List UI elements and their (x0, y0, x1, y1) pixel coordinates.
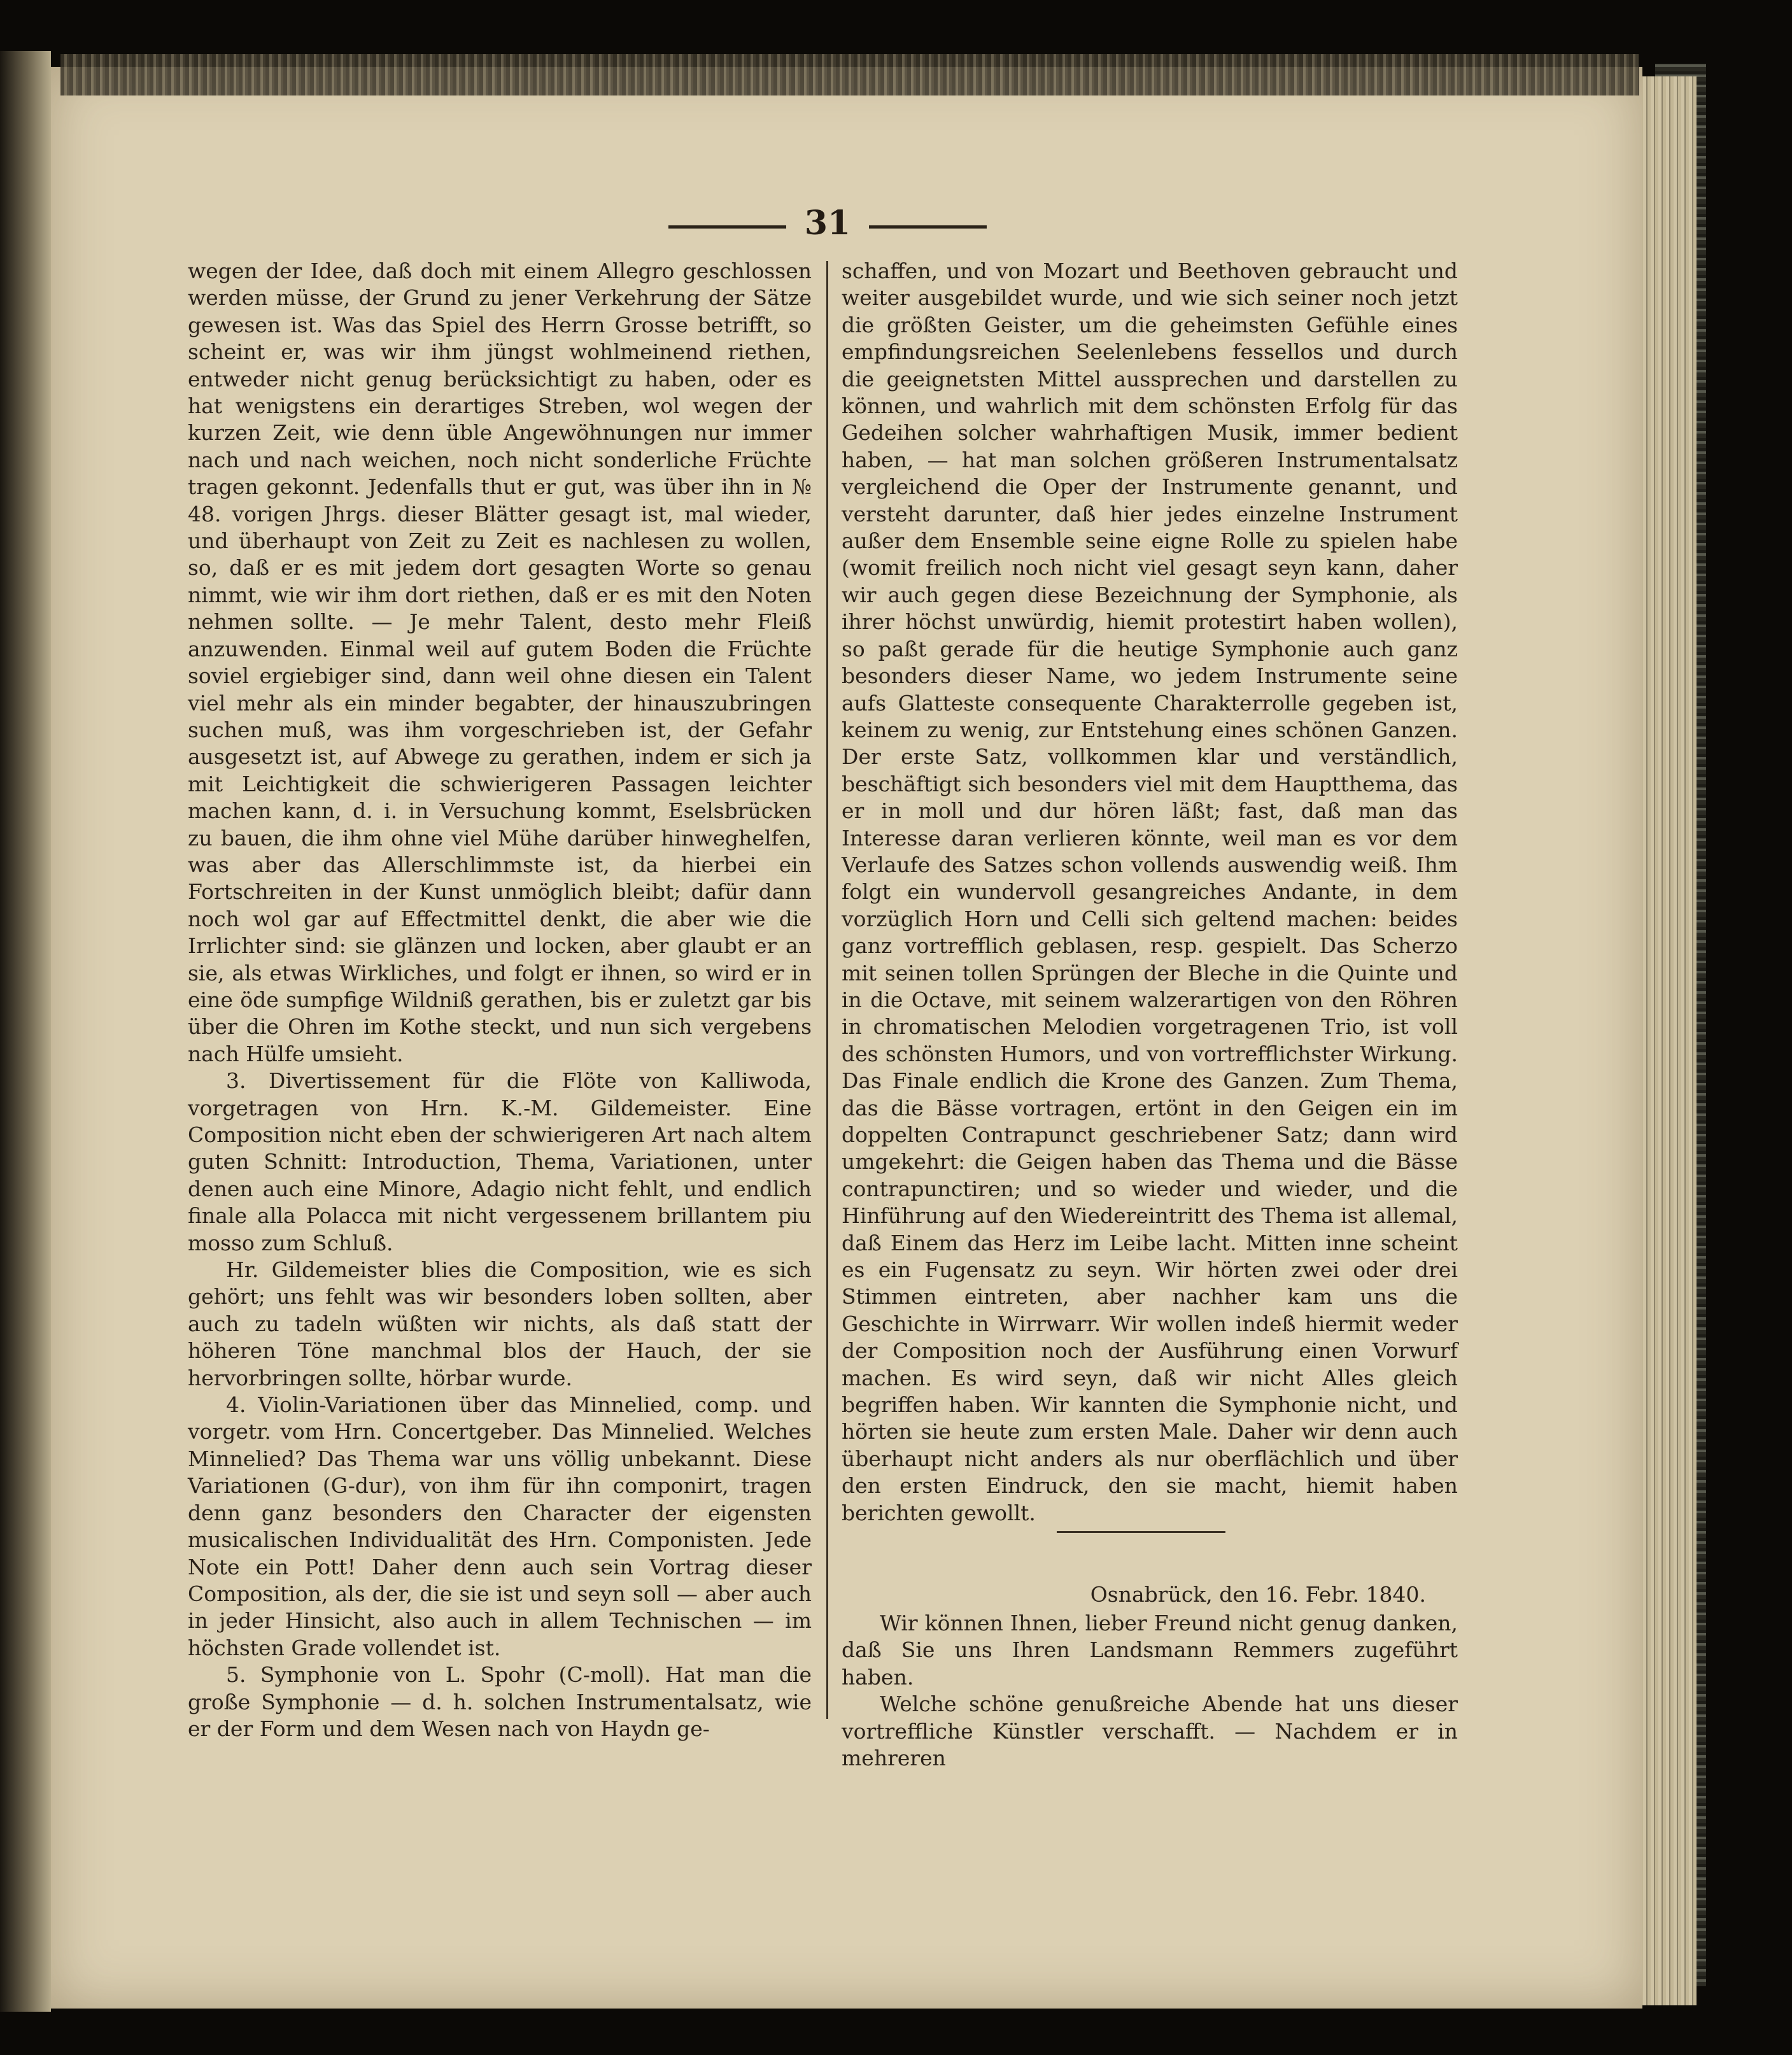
left-page-edge (0, 51, 51, 2012)
left-column (188, 258, 812, 1742)
paragraph: 4. Violin-Variationen über das Minnelied, comp. und vorgetr. vom Hrn. Concertgeber. Das Minnelied. Welches Minnelied? Das Thema war uns völlig unbekannt. Diese Variationen (G-dur), von ihm für ihn componirt, tragen denn ganz besonders den Character der eigensten musicalischen Individualität des Hrn. Componisten. Jede Note ein Pott! Daher denn auch sein Vortrag dieser Composition, als der, die sie ist und seyn soll — aber auch in jeder Hinsicht, also auch in allem Technischen — im höchsten Grade vollendet ist. (188, 1392, 812, 1660)
dateline: Osnabrück, den 16. Febr. 1840. (1090, 1582, 1426, 1607)
paragraph: schaffen, und von Mozart und Beethoven gebraucht und weiter ausgebildet wurde, und wie sich seiner noch jetzt die größten Geister, um die geheimsten Gefühle eines empfindungsreichen Seelenlebens fessellos und durch die geeignetsten Mittel aussprechen und darstellen zu können, und wahrlich mit dem schönsten Erfolg für das Gedeihen solcher wahrhaftigen Musik, immer bedient haben, — hat man solchen größeren Instrumentalsatz vergleichend die Oper der Instrumente genannt, und versteht darunter, daß hier jedes einzelne Instrument außer dem Ensemble seine eigne Rolle zu spielen habe (womit freilich noch nicht viel gesagt seyn kann, daher wir auch gegen diese Bezeichnung der Symphonie, als ihrer höchst unwürdig, hiemit protestirt haben wollen), so paßt gerade für die heutige Symphonie auch ganz besonders dieser Name, wo jedem Instrumente seine aufs Glatteste consequente Charakterrolle gegeben ist, keinem zu wenig, zur Entstehung eines schönen Ganzen. Der erste Satz, vollkommen klar und verständlich, beschäftigt sich besonders viel mit dem Hauptthema, das er in moll und dur hören läßt; fast, daß man das Interesse daran verlieren könnte, weil man es vor dem Verlaufe des Satzes schon vollends auswendig weiß. Ihm folgt ein wundervoll gesangreiches Andante, in dem vorzüglich Horn und Celli sich geltend machen: beides ganz vortrefflich geblasen, resp. gespielt. Das Scherzo mit seinen tollen Sprüngen der Bleche in die Quinte und in die Octave, mit seinem walzerartigen von den Röhren in chromatischen Melodien vorgetragenen Trio, ist voll des schönsten Humors, und von vortrefflichster Wirkung. Das Finale endlich die Krone des Ganzen. Zum Thema, das die Bässe vortragen, ertönt in den Geigen ein im doppelten Contrapunct geschriebener Satz; dann wird umgekehrt: die Geigen haben das Thema und die Bässe contrapunctiren; und so wieder und wieder, und die Hinführung auf den Wiedereintritt des Thema ist allemal, daß Einem das Herz im Leibe lacht. Mitten inne scheint es ein Fugensatz zu seyn. Wir hörten zwei oder drei Stimmen eintreten, aber nachher kam uns die Geschichte in Wirrwarr. Wir wollen indeß hiermit weder der Composition noch der Ausführung einen Vorwurf machen. Es wird seyn, daß wir nicht Alles gleich begriffen haben. Wir kannten die Symphonie nicht, und hörten sie heute zum ersten Male. Daher wir denn auch überhaupt nicht anders als nur oberflächlich und über den ersten Eindruck, den sie macht, hiemit haben berichten gewollt. (842, 258, 1458, 1525)
top-page-edge (60, 54, 1639, 95)
letter-body (842, 1610, 1458, 1772)
paragraph: 5. Symphonie von L. Spohr (C-moll). Hat man die große Symphonie — d. h. solchen Instrumentalsatz, wie er der Form und dem Wesen nach von Haydn ge- (188, 1662, 812, 1741)
header-rule-right (869, 225, 987, 229)
page-header (668, 204, 987, 248)
right-column (842, 258, 1458, 1527)
paragraph: Hr. Gildemeister blies die Composition, wie es sich gehört; uns fehlt was wir besonders loben sollten, aber auch zu tadeln wüßten wir nichts, als daß statt der höheren Töne manchmal blos der Hauch, der sie hervorbringen sollte, hörbar wurde. (188, 1257, 812, 1390)
paragraph: Wir können Ihnen, lieber Freund nicht genug danken, daß Sie uns Ihren Landsmann Remmers zugeführt haben. (842, 1611, 1458, 1690)
header-rule-left (668, 225, 786, 229)
column-divider (826, 261, 828, 1719)
paragraph: Welche schöne genußreiche Abende hat uns dieser vortreffliche Künstler verschafft. — Nachdem er in mehreren (842, 1691, 1458, 1771)
paragraph: 3. Divertissement für die Flöte von Kalliwoda, vorgetragen von Hrn. K.-M. Gildemeister. Eine Composition nicht eben der schwierigeren Art nach altem guten Schnitt: Introduction, Thema, Variationen, unter denen auch eine Minore, Adagio nicht fehlt, und endlich finale alla Polacca mit nicht vergessenem brillantem piu mosso zum Schluß. (188, 1068, 812, 1255)
paragraph: wegen der Idee, daß doch mit einem Allegro geschlossen werden müsse, der Grund zu jener Verkehrung der Sätze gewesen ist. Was das Spiel des Herrn Grosse betrifft, so scheint er, was wir ihm jüngst wohlmeinend riethen, entweder nicht genug berücksichtigt zu haben, oder es hat wenigstens ein derartiges Streben, wol wegen der kurzen Zeit, wie denn üble Angewöhnungen nur immer nach und nach weichen, noch nicht sonderliche Früchte tragen gekonnt. Jedenfalls thut er gut, was über ihn in № 48. vorigen Jhrgs. dieser Blätter gesagt ist, mal wieder, und überhaupt von Zeit zu Zeit es nachlesen zu wollen, so, daß er es mit jedem dort gesagten Worte so genau nimmt, wie wir ihm dort riethen, daß er es mit den Noten nehmen sollte. — Je mehr Talent, desto mehr Fleiß anzuwenden. Einmal weil auf gutem Boden die Früchte soviel ergiebiger sind, dann weil ohne diesen ein Talent viel mehr als ein minder begabter, der hinauszubringen suchen muß, was ihm vorgeschrieben ist, der Gefahr ausgesetzt ist, auf Abwege zu gerathen, indem er sich ja mit Leichtigkeit die schwierigeren Passagen leichter machen kann, d. i. in Versuchung kommt, Eselsbrücken zu bauen, die ihm ohne viel Mühe darüber hinweghelfen, was aber das Allerschlimmste ist, da hierbei ein Fortschreiten in der Kunst unmöglich bleibt; dafür dann noch wol gar auf Effectmittel denkt, die aber wie die Irrlichter sind: sie glänzen und locken, aber glaubt er an sie, als etwas Wirkliches, und folgt er ihnen, so wird er in eine öde sumpfige Wildniß gerathen, bis er zuletzt gar bis über die Ohren im Kothe steckt, und nun sich vergebens nach Hülfe umsieht. (188, 258, 812, 1066)
section-separator (1057, 1531, 1225, 1533)
page-number: 31 (804, 204, 851, 243)
